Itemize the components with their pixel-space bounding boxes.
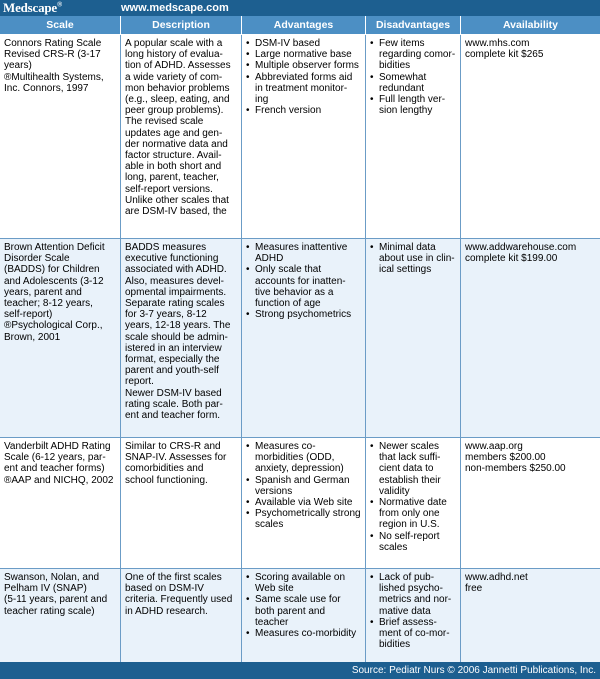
description-text-line: a wide variety of com- [125,71,223,83]
table-header [0,16,600,35]
disadvantages-item: • Brief assess- ment of co-mor- bidities [370,617,456,651]
disadvantages-cell [365,35,460,238]
scale-cell [0,438,120,568]
description-text-line: long, parent, teacher, [125,172,219,184]
availability-cell [460,35,600,238]
advantages-cell [241,569,365,662]
advantages-cell [241,239,365,437]
advantages-item: • French version [246,105,361,116]
scale-text-line: teacher rating scale) [4,605,95,617]
description-text-line: One of the first scales [125,572,222,583]
advantages-list [246,38,361,116]
scale-text-line: and Adolescents (3-12 [4,275,104,287]
description-text-line: The revised scale [125,116,204,128]
description-text-line: peer group problems). [125,105,224,117]
description-text-line: (e.g., sleep, eating, and [125,94,230,106]
disadvantages-list [370,572,456,650]
scale-text-line: (BADDS) for Children [4,264,100,276]
advantages-cell [241,438,365,568]
advantages-item: • Spanish and German versions [246,475,361,497]
scale-cell [0,239,120,437]
description-text-line: scale should be admin- [125,331,228,343]
disadvantages-list [370,38,456,116]
scale-text-line: ®Psychological Corp., [4,320,103,332]
description-text-line: rating scale. Both par- [125,398,223,410]
description-text-line: school functioning. [125,474,208,486]
description-text-line: associated with ADHD. [125,264,227,276]
scale-text-line: Scale (6-12 years, par- [4,452,106,464]
availability-text-line[interactable]: www.mhs.com [465,38,530,49]
advantages-item: • Same scale use for both parent and teacher [246,594,361,628]
disadvantages-item: • Somewhat redundant [370,72,456,94]
scale-text-line: ®Multihealth Systems, [4,71,104,83]
description-cell [120,35,241,238]
advantages-item: • Scoring available on Web site [246,572,361,594]
description-text-line: criteria. Frequently used [125,594,233,606]
scale-text-line: years) [4,60,32,72]
availability-text-line: non-members $250.00 [465,463,566,475]
disadvantages-item: • Newer scales that lack suffi- cient data to establish their validity [370,441,456,497]
advantages-list [246,441,361,531]
description-text-line: self-report versions. [125,183,213,195]
advantages-item: • Large normative base [246,49,361,60]
availability-text-line: free [465,583,483,595]
description-cell [120,569,241,662]
source-footer: Source: Pediatr Nurs © 2006 Jannetti Publications, Inc. [0,662,600,679]
advantages-item: • Psychometrically strong scales [246,508,361,530]
availability-text-line: members $200.00 [465,452,546,464]
description-text-line: Unlike other scales that [125,194,229,206]
scale-text-line: Vanderbilt ADHD Rating [4,441,111,452]
description-cell [120,438,241,568]
description-text-line: long history of evalua- [125,49,223,61]
disadvantages-list [370,441,456,553]
description-text-line: mon behavior problems [125,82,230,94]
disadvantages-cell [365,569,460,662]
disadvantages-item: • Minimal data about use in clin- ical settings [370,242,456,276]
description-text-line: updates age and gen- [125,127,223,139]
advantages-list [246,242,361,320]
disadvantages-item: • No self-report scales [370,531,456,553]
availability-cell [460,438,600,568]
availability-cell [460,569,600,662]
advantages-list [246,572,361,639]
advantages-item: • Available via Web site [246,497,361,508]
site-url[interactable]: www.medscape.com [121,2,229,14]
scale-text-line: Revised CRS-R (3-17 [4,49,101,61]
description-text-line: executive functioning [125,253,219,265]
scale-text-line: Brown Attention Deficit [4,242,105,253]
table-row [0,438,600,568]
description-text-line: ent and teacher form. [125,410,221,422]
scale-text-line: Inc. Connors, 1997 [4,82,89,94]
table-row [0,569,600,662]
availability-text-line[interactable]: www.addwarehouse.com [465,242,577,253]
description-text-line: in ADHD research. [125,605,208,617]
description-text-line: years, 12-18 years. The [125,320,231,332]
disadvantages-item: • Lack of pub- lished psycho- metrics and nor- mative data [370,572,456,617]
availability-text-line: complete kit $265 [465,49,544,61]
disadvantages-item: • Normative date from only one region in U.S. [370,497,456,531]
description-text-line: are DSM-IV based, the [125,206,227,218]
scale-text-line: Pelham IV (SNAP) [4,583,87,595]
description-text-line: Newer DSM-IV based [125,387,222,399]
column-header-availability: Availability [460,16,600,34]
description-text-line: Separate rating scales [125,298,225,310]
advantages-item: • DSM-IV based [246,38,361,49]
advantages-item: • Multiple observer forms [246,60,361,71]
disadvantages-item: • Full length ver- sion lengthy [370,94,456,116]
medscape-logo[interactable]: Medscape® [3,0,63,15]
advantages-item: • Measures co- morbidities (ODD, anxiety, depression) [246,441,361,475]
availability-text-line[interactable]: www.aap.org [465,441,523,452]
scale-text-line: years, parent and [4,286,82,298]
table-row [0,35,600,238]
scale-text-line: ent and teacher forms) [4,463,105,475]
scale-text-line: ®AAP and NICHQ, 2002 [4,474,114,486]
advantages-item: • Abbreviated forms aid in treatment monitor- ing [246,72,361,106]
scale-text-line: Swanson, Nolan, and [4,572,100,583]
description-text-line: SNAP-IV. Assesses for [125,452,227,464]
table-row [0,239,600,437]
scale-text-line: teacher; 8-12 years, [4,298,93,310]
column-header-advantages: Advantages [241,16,365,34]
description-text-line: able in both short and [125,161,222,173]
scale-text-line: Disorder Scale [4,253,70,265]
scale-text-line: (5-11 years, parent and [4,594,108,606]
column-header-disadvantages: Disadvantages [365,16,460,34]
advantages-cell [241,35,365,238]
advantages-item: • Measures co-morbidity [246,628,361,639]
description-text-line: opmental impairments. [125,286,227,298]
description-text-line: parent and youth-self [125,365,219,377]
disadvantages-item: • Few items regarding comor- bidities [370,38,456,72]
scale-text-line: Brown, 2001 [4,331,61,343]
scale-text-line: self-report) [4,309,53,321]
availability-cell [460,239,600,437]
description-text-line: tion of ADHD. Assesses [125,60,231,72]
description-text-line: Similar to CRS-R and [125,441,221,452]
advantages-item: • Only scale that accounts for inatten- tive behavior as a function of age [246,264,361,309]
scale-cell [0,569,120,662]
advantages-item: • Strong psychometrics [246,309,361,320]
disadvantages-cell [365,239,460,437]
description-text-line: Also, measures devel- [125,275,224,287]
description-cell [120,239,241,437]
description-text-line: based on DSM-IV [125,583,204,595]
description-text-line: format, especially the [125,354,220,366]
description-text-line: for 3-7 years, 8-12 [125,309,207,321]
description-text-line: istered in an interview [125,342,222,354]
description-text-line: A popular scale with a [125,38,223,49]
advantages-item: • Measures inattentive ADHD [246,242,361,264]
availability-text-line[interactable]: www.adhd.net [465,572,528,583]
column-header-description: Description [120,16,241,34]
description-text-line: BADDS measures [125,242,207,253]
description-text-line: report. [125,376,154,388]
disadvantages-cell [365,438,460,568]
column-header-scale: Scale [46,19,74,31]
description-text-line: factor structure. Avail- [125,150,222,162]
description-text-line: der normative data and [125,138,228,150]
topbar [0,0,600,16]
description-text-line: comorbidities and [125,463,204,475]
availability-text-line: complete kit $199.00 [465,253,558,265]
scale-cell [0,35,120,238]
scale-text-line: Connors Rating Scale [4,38,102,49]
disadvantages-list [370,242,456,276]
